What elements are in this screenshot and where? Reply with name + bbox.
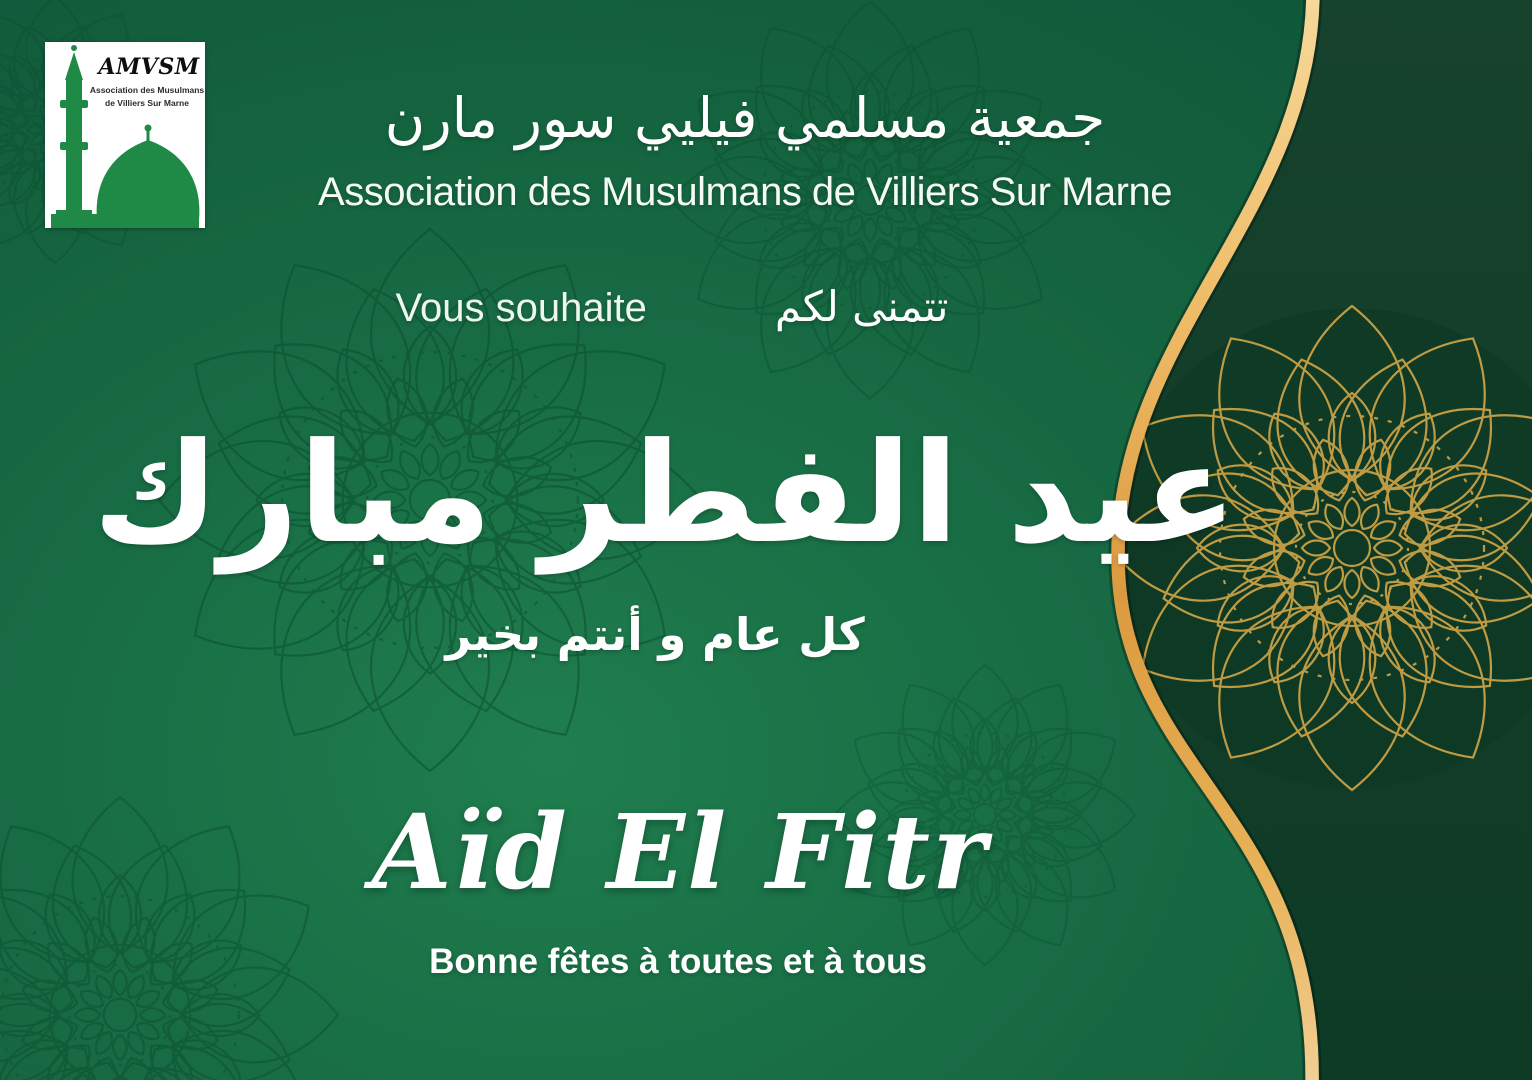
- logo-acronym: AMVSM: [98, 54, 200, 80]
- arabic-association-title: جمعية مسلمي فيليي سور مارن: [384, 86, 1106, 150]
- bonne-fetes-subtitle: Bonne fêtes à toutes et à tous: [429, 942, 927, 981]
- logo-subtitle: [89, 84, 205, 110]
- logo-subtitle-line2: de Villiers Sur Marne: [105, 97, 189, 108]
- french-association-title: Association des Musulmans de Villiers Sur Marne: [318, 170, 1172, 214]
- wish-text-french: Vous souhaite: [395, 286, 647, 330]
- aid-el-fitr-title: Aïd El Fitr: [371, 792, 989, 913]
- arabic-well-wishes: كل عام و أنتم بخير: [445, 608, 865, 661]
- logo-subtitle-line1: Association des Musulmans: [89, 85, 205, 95]
- eid-mubarak-arabic-headline: عيد الفطر مبارك: [92, 413, 1238, 574]
- wish-row: [52, 282, 1292, 331]
- wish-text-arabic: تتمنى لكم: [774, 282, 949, 331]
